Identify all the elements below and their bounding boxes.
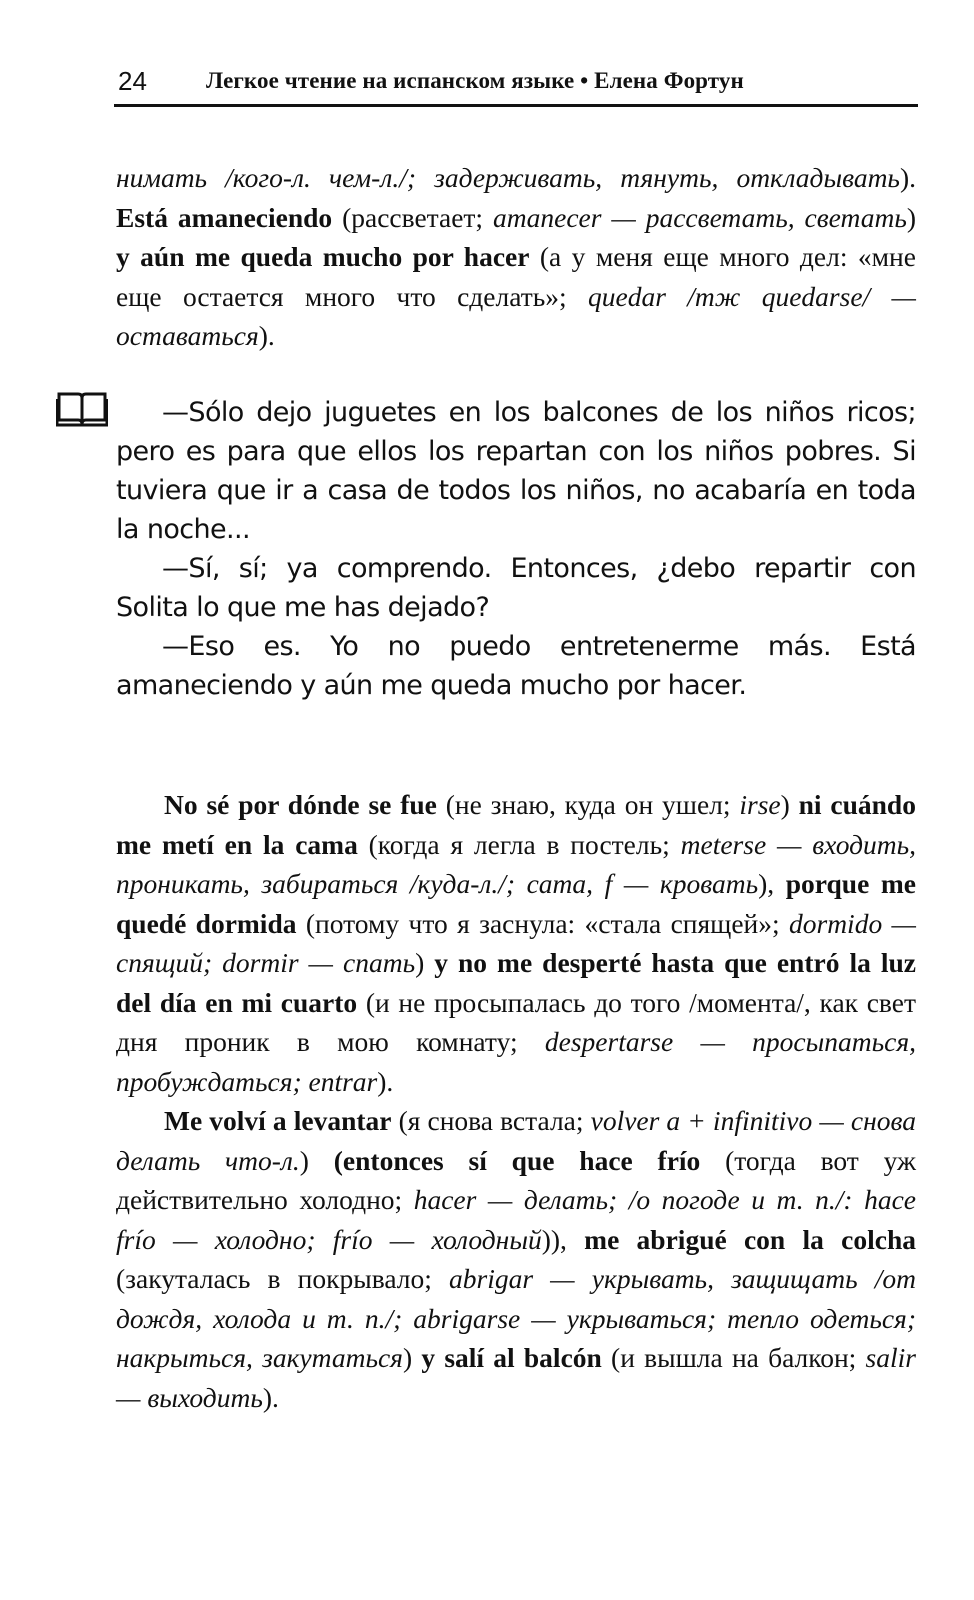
gloss-italic: quedar /тж quedarse/ — оставаться bbox=[116, 280, 916, 351]
translation-text: ), bbox=[758, 868, 786, 899]
gloss-italic: volver a + infinitivo — снова делать что-л. bbox=[116, 1105, 916, 1176]
gloss-italic: abrigar — укрывать, защищать /от дождя, холода и т. п./; abrigarse — укрываться; тепло одеться; накрыться, закутаться bbox=[116, 1263, 916, 1373]
translation-text: ) bbox=[906, 201, 917, 233]
spanish-phrase: (entonces sí que hace frío bbox=[333, 1144, 701, 1176]
translation-text: (и не просыпалась до того /момента/, как свет дня проник в мою комнату; bbox=[116, 986, 916, 1057]
translation-text: ). bbox=[377, 1065, 394, 1097]
spanish-phrase: ni cuándo me metí en la cama bbox=[116, 789, 916, 860]
spanish-phrase: y aún me queda mucho por hacer bbox=[116, 241, 530, 272]
translation-text: ) bbox=[780, 789, 799, 820]
story-paragraph: —Sólo dejo juguetes en los balcones de los niños ricos; pero es para que ellos los repartan con los niños pobres. Si tuviera que ir a casa de todos los niños, no acabaría en toda la noche... bbox=[116, 397, 916, 545]
spanish-phrase: Está amaneciendo bbox=[116, 201, 333, 233]
spanish-phrase: No sé por dónde se fue bbox=[164, 789, 437, 820]
spanish-phrase: y salí al balcón bbox=[421, 1342, 602, 1373]
story-paragraph: —Sí, sí; ya comprendo. Entonces, ¿debo repartir con Solita lo que me has dejado? bbox=[116, 553, 916, 623]
translation-text: (а у меня еще много дел: «мне еще остается много что сделать»; bbox=[116, 241, 916, 312]
gloss-italic: hacer — делать; /о погоде и т. п./: hace frío — холодно; frío — холодный bbox=[116, 1184, 916, 1255]
gloss-italic: salir — выходить bbox=[116, 1342, 916, 1413]
translation-text: ) bbox=[299, 1144, 334, 1176]
spanish-phrase: Me volví a levantar bbox=[164, 1105, 392, 1136]
story-text bbox=[116, 393, 916, 705]
translation-text: (рассветает; bbox=[332, 201, 493, 233]
gloss-italic: irse bbox=[739, 789, 781, 820]
translation-text: ) bbox=[415, 947, 435, 978]
gloss-italic: нимать /кого-л. чем-л./; задерживать, тянуть, откладывать bbox=[116, 162, 900, 193]
gloss-italic: amanecer — рассветать, светать bbox=[493, 201, 907, 233]
translation-text: )), bbox=[541, 1223, 585, 1255]
translation-text: ) bbox=[402, 1342, 422, 1373]
gloss-italic: dormido — спящий; dormir — спать bbox=[116, 907, 917, 978]
story-paragraph: —Eso es. Yo no puedo entretenerme más. Está amaneciendo y aún me queda mucho por hacer. bbox=[116, 631, 916, 701]
translation-text: ). bbox=[262, 1381, 279, 1413]
gloss-italic: despertarse — просыпаться, пробуждаться; entrar bbox=[116, 1026, 916, 1097]
translation-text: (закуталась в покрывало; bbox=[116, 1263, 450, 1294]
page-number: 24 bbox=[118, 66, 147, 96]
translation-text: ). bbox=[899, 162, 916, 193]
gloss-italic: meterse — входить, проникать, забираться /куда-л./; cama, f — кровать bbox=[116, 828, 917, 899]
commentary-paragraph bbox=[116, 1101, 916, 1417]
commentary-top bbox=[116, 158, 916, 356]
page-header bbox=[114, 64, 918, 107]
translation-text: (и вышла на балкон; bbox=[601, 1342, 866, 1373]
spanish-phrase: me abrigué con la colcha bbox=[584, 1223, 916, 1255]
spanish-phrase: y no me desperté hasta que entró la luz del día en mi cuarto bbox=[116, 947, 916, 1018]
commentary-bottom bbox=[116, 785, 916, 1417]
open-book-icon bbox=[56, 390, 108, 428]
spanish-phrase: porque me quedé dormida bbox=[116, 868, 916, 939]
translation-text: (я снова встала; bbox=[391, 1105, 591, 1136]
translation-text: ). bbox=[258, 320, 275, 351]
running-title: Легкое чтение на испанском языке • Елена Фортун bbox=[206, 68, 744, 93]
translation-text: (тогда вот уж действительно холодно; bbox=[116, 1144, 916, 1215]
translation-text: (не знаю, куда он ушел; bbox=[436, 789, 740, 820]
commentary-paragraph bbox=[116, 158, 916, 356]
translation-text: (потому что я заснула: «стала спящей»; bbox=[296, 907, 789, 939]
translation-text: (когда я легла в постель; bbox=[357, 828, 681, 860]
commentary-paragraph bbox=[116, 785, 916, 1101]
